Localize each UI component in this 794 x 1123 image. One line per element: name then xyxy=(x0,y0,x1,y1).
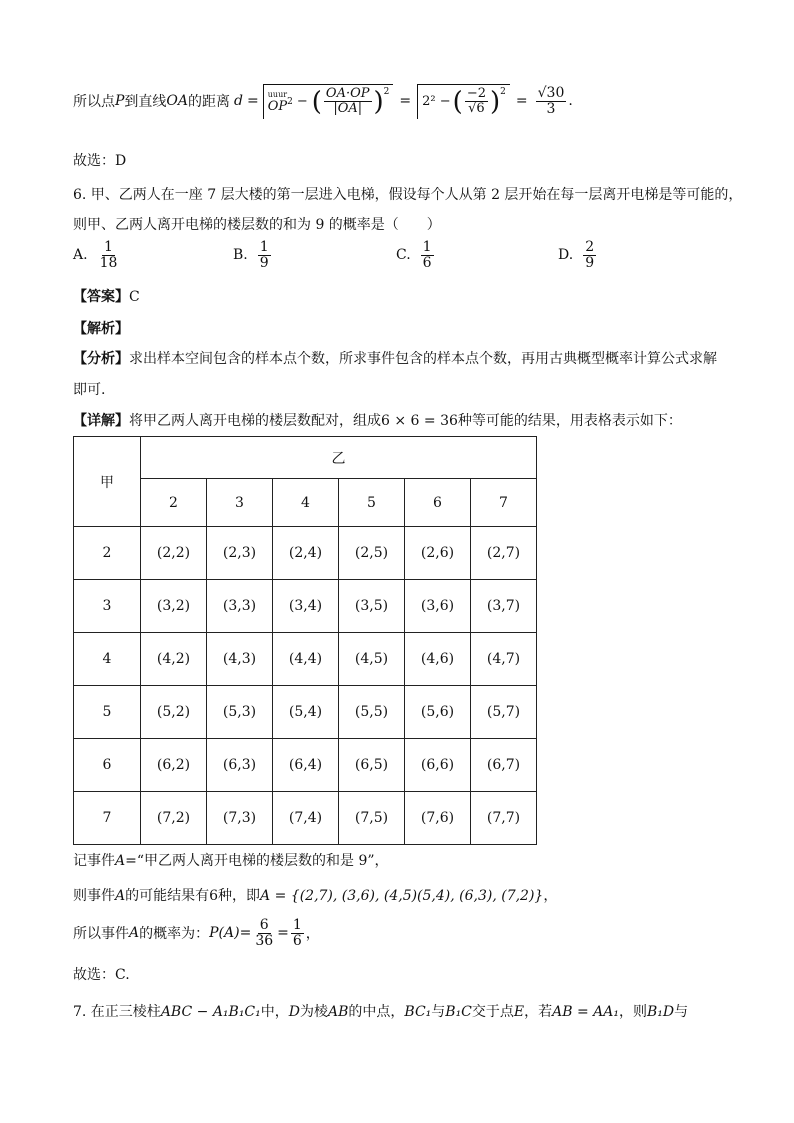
table-cell: (6,4) xyxy=(273,739,339,792)
q7-e-txt: 的中点， xyxy=(348,1004,405,1020)
f2-num: 1 xyxy=(292,917,302,933)
col-header: 6 xyxy=(405,479,471,527)
table-cell: (2,3) xyxy=(207,527,273,580)
table-cell: (6,3) xyxy=(207,739,273,792)
detail-line xyxy=(73,410,682,430)
answer-value: C xyxy=(129,289,140,305)
q7-b1d: B₁D xyxy=(647,1004,675,1020)
table-row xyxy=(74,633,537,686)
option-c-label: C. xyxy=(396,247,411,264)
event-prob: P(A)= xyxy=(209,925,252,942)
row-label: 3 xyxy=(74,580,141,633)
col-header: 4 xyxy=(273,479,339,527)
table-cell: (2,4) xyxy=(273,527,339,580)
event-l2-var: A xyxy=(115,888,126,904)
option-b xyxy=(233,240,273,270)
distance-mid: 到直线 xyxy=(124,94,167,110)
q7-cond: AB = AA₁ xyxy=(552,1004,620,1020)
table-cell: (2,2) xyxy=(141,527,207,580)
option-d-den: 9 xyxy=(585,254,595,271)
exp-op: 2 xyxy=(287,96,293,107)
d-var: d xyxy=(234,93,243,109)
q7-line xyxy=(73,1001,688,1021)
table-cell: (4,4) xyxy=(273,633,339,686)
minus-1: − xyxy=(296,94,308,109)
sqrt6: √6 xyxy=(468,101,485,116)
event-l2-n: 6 xyxy=(209,888,219,904)
answer-tag: 【答案】 xyxy=(73,289,129,305)
q7-b1c: B₁C xyxy=(445,1004,472,1020)
table-cell: (6,5) xyxy=(339,739,405,792)
outcome-table xyxy=(73,436,537,845)
detail-text-a: 将甲乙两人离开电梯的楼层数配对，组成 xyxy=(129,413,381,429)
radical-2: 2² − ( $\frac{-2}{√6}$ ) $^2$ xyxy=(417,84,510,119)
detail-text-b: 种等可能的结果，用表格表示如下： xyxy=(457,413,682,429)
event-l2-b: 的可能结果有 xyxy=(125,888,210,904)
table-cell: (6,6) xyxy=(405,739,471,792)
option-a-label: A. xyxy=(73,247,88,264)
table-cell: (7,2) xyxy=(141,792,207,845)
q7-e: E xyxy=(513,1004,525,1020)
q7-f: 与 xyxy=(431,1004,446,1020)
table-cell: (4,5) xyxy=(339,633,405,686)
event-line3 xyxy=(73,918,320,948)
option-c-num: 1 xyxy=(422,239,432,255)
table-cell: (5,5) xyxy=(339,686,405,739)
dot-frac xyxy=(324,87,372,115)
table-top-header: 乙 xyxy=(141,437,537,479)
q7-b: 中， xyxy=(260,1004,289,1020)
distance-prefix: 所以点 xyxy=(73,94,115,110)
option-d xyxy=(558,240,598,270)
event-line2 xyxy=(73,885,557,905)
exp-paren: 2 xyxy=(383,86,390,97)
f2-den: 6 xyxy=(292,932,302,949)
table-cell: (6,7) xyxy=(471,739,537,792)
q7-bc1: BC₁ xyxy=(404,1004,432,1020)
line-oa: OA xyxy=(166,93,189,109)
table-row xyxy=(74,527,537,580)
option-a xyxy=(73,240,121,270)
eq1: = xyxy=(246,93,259,109)
event-set: A = {(2,7), (3,6), (4,5)(5,4), (6,3), (7,2)} xyxy=(260,888,544,904)
event-l1-b: =“甲乙两人离开电梯的楼层数的和是 9”， xyxy=(125,853,389,869)
q7-h: ，若 xyxy=(524,1004,553,1020)
row-label: 4 xyxy=(74,633,141,686)
op-vec: OP xyxy=(267,98,288,114)
option-b-label: B. xyxy=(233,247,248,264)
event-line1 xyxy=(73,850,389,870)
table-cell: (3,6) xyxy=(405,580,471,633)
table-cell: (4,2) xyxy=(141,633,207,686)
event-l2-a: 则事件 xyxy=(73,888,115,904)
neg2: −2 xyxy=(466,86,486,102)
table-cell: (5,7) xyxy=(471,686,537,739)
row-label: 2 xyxy=(74,527,141,580)
q7-d: D xyxy=(288,1004,300,1020)
row-label: 7 xyxy=(74,792,141,845)
option-d-label: D. xyxy=(558,247,574,264)
table-cell: (4,7) xyxy=(471,633,537,686)
table-row xyxy=(74,686,537,739)
q6-line1: 6. 甲、乙两人在一座 7 层大楼的第一层进入电梯，假设每个人从第 2 层开始在每一层离开电梯是等可能的， xyxy=(73,187,743,203)
option-a-den: 18 xyxy=(99,254,118,271)
table-cell: (2,7) xyxy=(471,527,537,580)
three: 3 xyxy=(546,100,556,117)
detail-formula: 6 × 6 = 36 xyxy=(381,413,458,429)
row-label: 5 xyxy=(74,686,141,739)
point-p: P xyxy=(115,93,125,109)
sqrt30: √30 xyxy=(537,84,565,101)
f1-num: 6 xyxy=(259,917,269,933)
table-cell: (7,7) xyxy=(471,792,537,845)
option-b-num: 1 xyxy=(259,239,269,255)
table-row xyxy=(74,580,537,633)
q7-a: 7. 在正三棱柱 xyxy=(73,1004,161,1020)
event-l3-a: 所以事件 xyxy=(73,926,129,943)
event-l3-end: ， xyxy=(305,926,320,943)
table-row xyxy=(74,739,537,792)
table-row xyxy=(74,792,537,845)
inner-term: 2² − xyxy=(422,94,451,109)
period: . xyxy=(568,93,573,109)
col-header: 2 xyxy=(141,479,207,527)
table-cell: (7,6) xyxy=(405,792,471,845)
option-b-den: 9 xyxy=(259,254,269,271)
table-cell: (5,6) xyxy=(405,686,471,739)
table-cell: (4,3) xyxy=(207,633,273,686)
col-header: 3 xyxy=(207,479,273,527)
table-cell: (6,2) xyxy=(141,739,207,792)
answer-line xyxy=(73,286,140,306)
oa-abs: |OA| xyxy=(333,101,363,116)
event-l1-a: 记事件 xyxy=(73,853,115,869)
neg2-frac xyxy=(465,87,488,115)
option-a-num: 1 xyxy=(104,239,113,255)
table-cell: (2,6) xyxy=(405,527,471,580)
table-cell: (7,5) xyxy=(339,792,405,845)
fenxi-text: 求出样本空间包含的样本点个数，所求事件包含的样本点个数，再用古典概型概率计算公式求解 xyxy=(129,351,717,367)
vec-mark-1: uuur xyxy=(267,89,288,99)
table-cell: (5,3) xyxy=(207,686,273,739)
distance-suffix: 的距离 xyxy=(188,94,231,110)
event-l3-b: 的概率为： xyxy=(139,926,210,943)
radical-1: uuur OP 2 − ( $\frac{OA\cdot OP}{|OA|}$ ) $^2$ xyxy=(263,84,394,119)
table-cell: (2,5) xyxy=(339,527,405,580)
eq3: = xyxy=(515,93,528,109)
fenxi-line1 xyxy=(73,348,717,368)
f1-den: 36 xyxy=(255,932,274,949)
exp-2: 2 xyxy=(500,86,506,97)
row-label: 6 xyxy=(74,739,141,792)
q7-i: ，则 xyxy=(619,1004,648,1020)
detail-tag: 【详解】 xyxy=(73,413,129,429)
table-cell: (3,2) xyxy=(141,580,207,633)
event-eq: = xyxy=(277,925,289,942)
table-cell: (3,7) xyxy=(471,580,537,633)
table-corner: 甲 xyxy=(74,437,141,527)
q7-c: 为棱 xyxy=(300,1004,328,1020)
q7-g: 交于点 xyxy=(471,1004,514,1020)
dot-num: OA·OP xyxy=(325,86,370,102)
eq2: = xyxy=(399,93,412,109)
table-cell: (3,4) xyxy=(273,580,339,633)
q6-line2: 则甲、乙两人离开电梯的楼层数的和为 9 的概率是（ ） xyxy=(73,217,441,233)
table-cell: (5,4) xyxy=(273,686,339,739)
option-c-den: 6 xyxy=(422,254,432,271)
distance-line xyxy=(73,70,573,132)
table-cell: (4,6) xyxy=(405,633,471,686)
option-d-num: 2 xyxy=(585,239,595,255)
option-c xyxy=(396,240,436,270)
table-cell: (3,5) xyxy=(339,580,405,633)
event-l2-end: ， xyxy=(543,888,558,904)
col-header: 7 xyxy=(471,479,537,527)
fenxi-line2: 即可. xyxy=(73,382,106,398)
analysis-tag: 【解析】 xyxy=(73,321,129,337)
answer6: 故选：C. xyxy=(73,967,130,983)
event-l2-c: 种，即 xyxy=(218,888,261,904)
q7-prism: ABC − A₁B₁C₁ xyxy=(160,1004,261,1020)
fenxi-tag: 【分析】 xyxy=(73,351,129,367)
table-cell: (7,4) xyxy=(273,792,339,845)
event-l3-var: A xyxy=(129,925,140,942)
table-cell: (3,3) xyxy=(207,580,273,633)
q7-ab: AB xyxy=(328,1004,349,1020)
event-l1-var: A xyxy=(115,853,126,869)
table-cell: (5,2) xyxy=(141,686,207,739)
table-cell: (7,3) xyxy=(207,792,273,845)
result-frac xyxy=(536,86,567,116)
q7-j: 与 xyxy=(674,1004,689,1020)
col-header: 5 xyxy=(339,479,405,527)
answer5: 故选：D xyxy=(73,153,127,169)
